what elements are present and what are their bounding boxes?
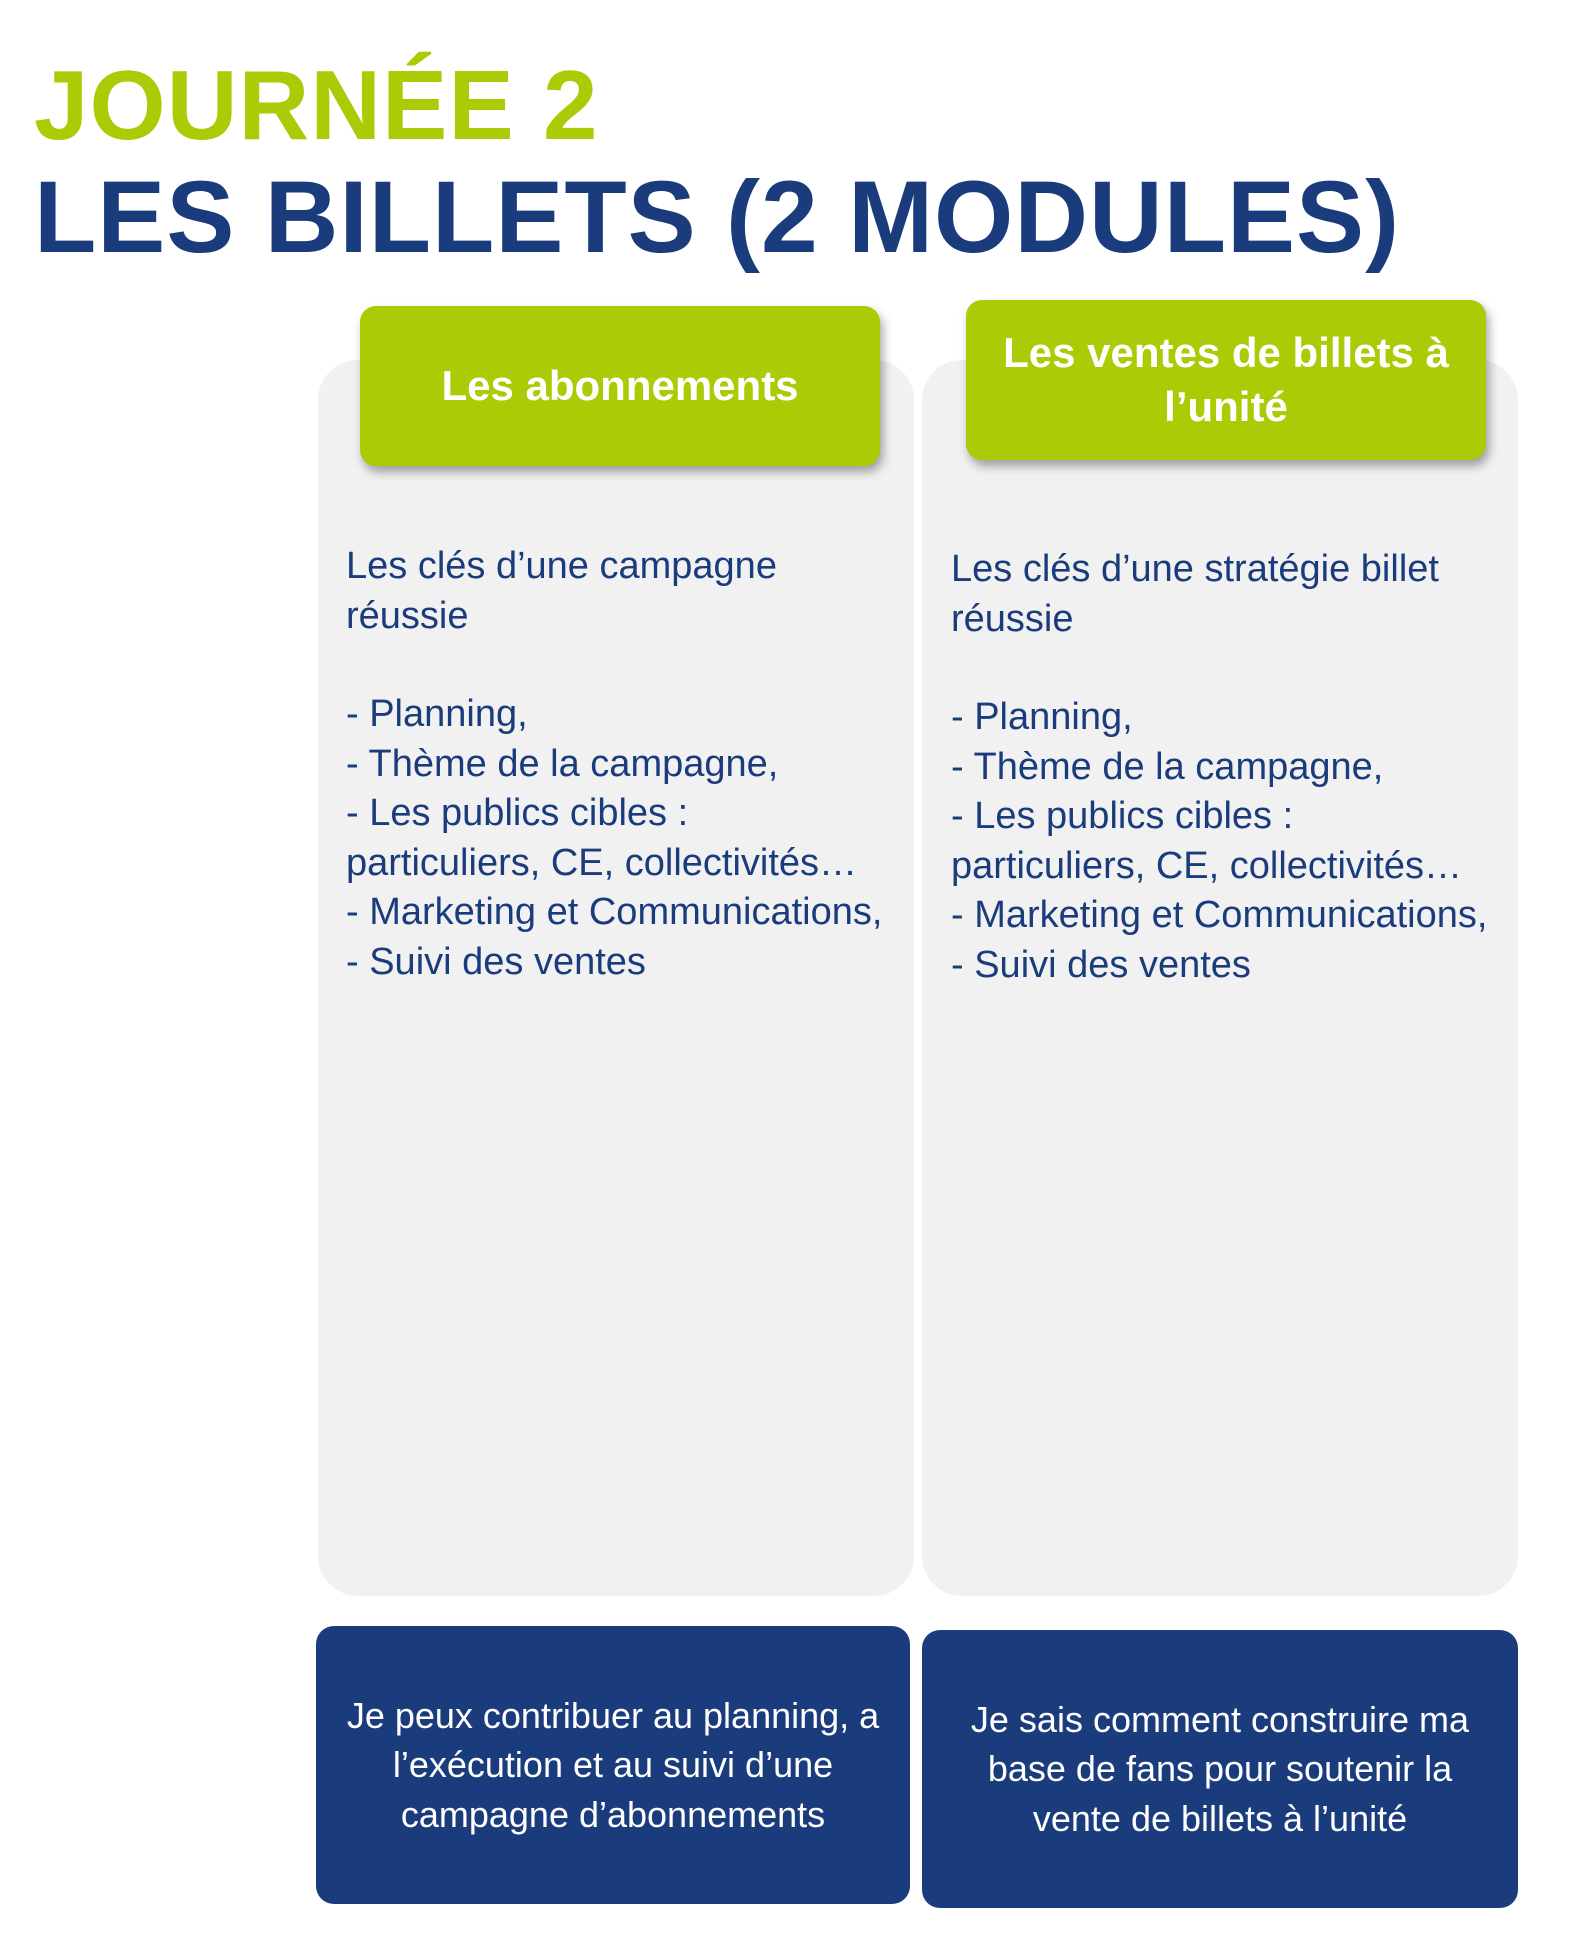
page-title-topic: LES BILLETS (2 MODULES) [34, 160, 1401, 274]
list-item: - Thème de la campagne, [346, 742, 779, 785]
module-outcome-subscriptions [316, 1626, 910, 1904]
module-header-label: Les abonnements [441, 362, 799, 409]
list-item: - Les publics cibles : particuliers, CE, collectivités… [951, 795, 1463, 887]
module-topic-list [346, 690, 886, 987]
list-item: - Suivi des ventes [951, 943, 1251, 986]
module-content-subscriptions [346, 542, 886, 987]
list-item: - Planning, [346, 693, 528, 735]
module-outcome-single-tickets [922, 1630, 1518, 1908]
module-header-subscriptions [360, 306, 880, 466]
module-header-single-tickets [966, 300, 1486, 460]
list-item: - Marketing et Communications, [346, 891, 883, 933]
module-outcome-text: Je sais comment construire ma base de fans pour soutenir la vente de billets à l’unité [970, 1698, 1470, 1839]
list-item: - Thème de la campagne, [951, 745, 1384, 788]
list-item: - Marketing et Communications, [951, 894, 1488, 936]
module-intro: Les clés d’une stratégie billet réussie [951, 548, 1439, 640]
module-topic-list [951, 693, 1491, 990]
list-item: - Suivi des ventes [346, 940, 646, 983]
module-header-label: Les ventes de billets à l’unité [1003, 329, 1449, 430]
module-outcome-text: Je peux contribuer au planning, a l’exécution et au suivi d’une campagne d’abonnements [346, 1694, 880, 1835]
list-item: - Les publics cibles : particuliers, CE, collectivités… [346, 792, 858, 884]
list-item: - Planning, [951, 696, 1133, 738]
page-title-day: JOURNÉE 2 [34, 50, 599, 160]
module-content-single-tickets [951, 545, 1491, 990]
module-intro: Les clés d’une campagne réussie [346, 545, 777, 637]
